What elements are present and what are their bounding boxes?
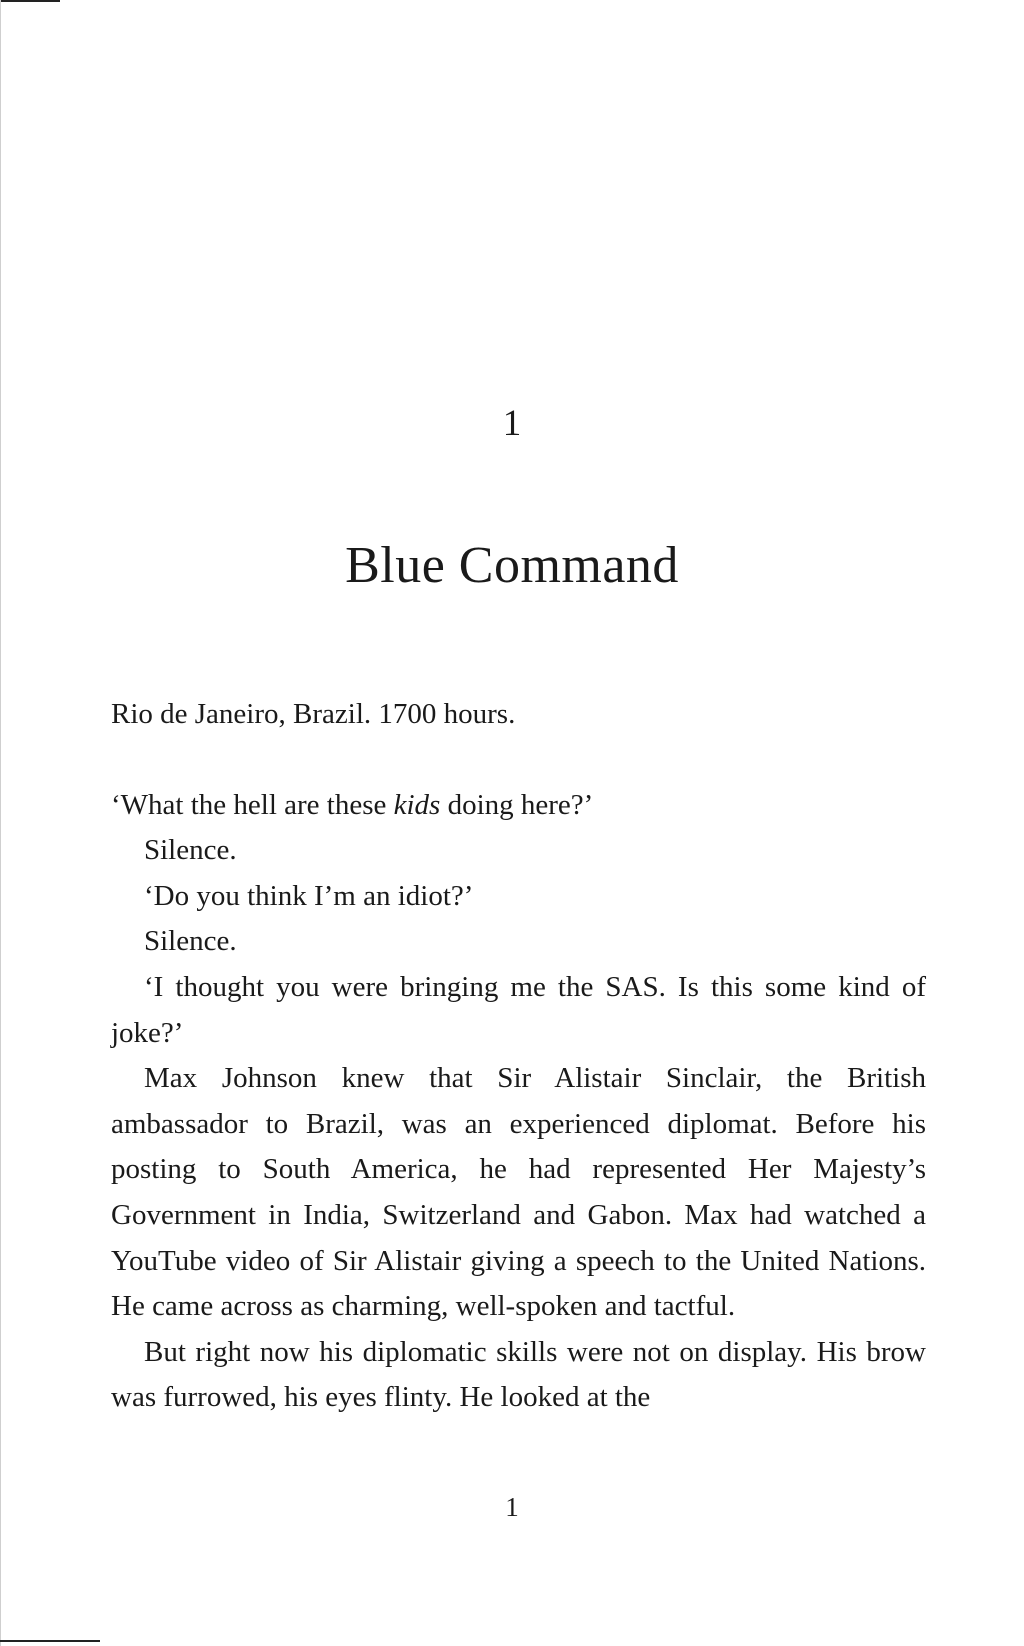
paragraph-6: Max Johnson knew that Sir Alistair Sinclair, the British ambassador to Brazil, was an experienced diplomat. Before his posting to South America, he had represented Her Majesty’s Government in India, Switzerland and Gabon. Max had watched a YouTube video of Sir Alistair giving a speech to the United Nations. He came across as charming, well-spoken and tactful. (111, 1062, 926, 1323)
paragraph-7: But right now his diplomatic skills were not on display. His brow was furrowed, his eyes flinty. He looked at the (111, 1335, 926, 1414)
paragraph-1-after: doing here?’ (440, 788, 594, 821)
chapter-number: 1 (502, 403, 522, 444)
scan-edge-bottom (0, 1640, 100, 1642)
scan-edge-left (0, 0, 1, 1646)
paragraph-4: Silence. (144, 925, 237, 958)
body-text (111, 692, 926, 1421)
paragraph-5: ‘I thought you were bringing me the SAS. Is this some kind of joke?’ (111, 970, 926, 1049)
paragraph-1 (111, 783, 926, 829)
scan-edge-top (0, 0, 60, 2)
paragraph-1-before: ‘What the hell are these (111, 788, 394, 821)
paragraph-3: ‘Do you think I’m an idiot?’ (144, 879, 474, 912)
dateline: Rio de Janeiro, Brazil. 1700 hours. (111, 698, 516, 730)
paragraph-2: Silence. (144, 834, 237, 867)
paragraph-1-emphasis: kids (393, 788, 441, 821)
page-number: 1 (505, 1492, 519, 1522)
chapter-title: Blue Command (345, 537, 679, 594)
